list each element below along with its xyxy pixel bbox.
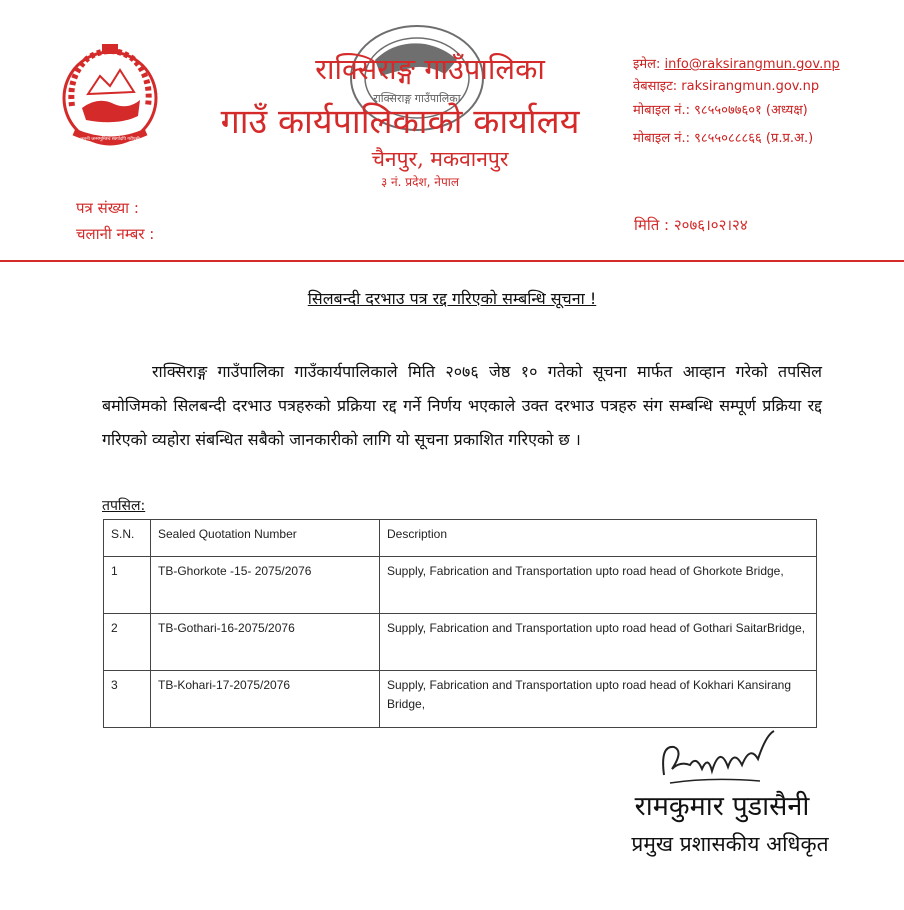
mobile1-number: ९८५५०७७६०१ <box>694 103 762 118</box>
row-sn: 1 <box>104 557 151 614</box>
email-link[interactable]: info@raksirangmun.gov.np <box>664 57 840 72</box>
table-row <box>104 557 817 614</box>
table-row <box>104 614 817 671</box>
letter-number-label: पत्र संख्या : <box>76 199 139 217</box>
website-link[interactable]: raksirangmun.gov.np <box>681 79 820 94</box>
row-sn: 3 <box>104 671 151 728</box>
mobile1-label: मोबाइल नं.: <box>633 103 690 118</box>
letterhead-divider <box>0 260 904 262</box>
row-description: Supply, Fabrication and Transportation upto road head of Kokhari Kansirang Bridge, <box>380 671 817 728</box>
table-row <box>104 671 817 728</box>
office-province: ३ नं. प्रदेश, नेपाल <box>380 175 460 189</box>
row-description: Supply, Fabrication and Transportation upto road head of Ghorkote Bridge, <box>380 557 817 614</box>
nepal-emblem-icon <box>58 36 162 154</box>
mobile2-label: मोबाइल नं.: <box>633 131 690 146</box>
mobile2-number: ९८५५०८८८६६ <box>694 131 762 146</box>
header-quotation-number: Sealed Quotation Number <box>151 520 380 557</box>
header-description: Description <box>380 520 817 557</box>
table-header-row <box>104 520 817 557</box>
quotation-table <box>103 519 817 728</box>
row-sn: 2 <box>104 614 151 671</box>
notice-subject-text: सिलबन्दी दरभाउ पत्र रद्द गरिएको सम्बन्धि सूचना ! <box>307 289 597 308</box>
contact-email <box>633 57 840 73</box>
mobile1-role: (अध्यक्ष) <box>765 103 808 118</box>
contact-website <box>633 79 819 95</box>
stamp-text: राक्सिराङ्ग गाउँपालिका <box>373 92 461 105</box>
contact-mobile-1 <box>633 103 808 119</box>
signatory-title: प्रमुख प्रशासकीय अधिकृत <box>631 832 829 856</box>
mobile2-role: (प्र.प्र.अ.) <box>765 131 814 146</box>
row-quotation-number: TB-Gothari-16-2075/2076 <box>151 614 380 671</box>
dispatch-number-label: चलानी नम्बर : <box>76 225 155 243</box>
website-label: वेबसाइट: <box>633 79 678 94</box>
row-quotation-number: TB-Ghorkote -15- 2075/2076 <box>151 557 380 614</box>
schedule-label: तपसिल: <box>102 498 146 514</box>
notice-subject <box>0 288 904 310</box>
office-address: चैनपुर, मकवानपुर <box>371 147 509 171</box>
row-description: Supply, Fabrication and Transportation upto road head of Gothari SaitarBridge, <box>380 614 817 671</box>
signature-icon <box>650 725 780 795</box>
contact-mobile-2 <box>633 131 813 147</box>
office-name: गाउँ कार्यपालिकाको कार्यालय <box>220 102 580 142</box>
org-name: राक्सिराङ्ग गाउँपालिका <box>315 52 545 86</box>
letter-date: मिति : २०७६।०२।२४ <box>634 216 748 234</box>
row-quotation-number: TB-Kohari-17-2075/2076 <box>151 671 380 728</box>
emblem-motto: जननी जन्मभूमिश्च स्वर्गादपि गरीयसी <box>80 137 140 142</box>
notice-body: राक्सिराङ्ग गाउँपालिका गाउँकार्यपालिकाले मिति २०७६ जेष्ठ १० गतेको सूचना मार्फत आव्हान गरेको तपसिल बमोजिमको सिलबन्दी दरभाउ पत्रहरुको प्रक्रिया रद्द गर्ने निर्णय भएकाले उक्त दरभाउ पत्रहरु संग सम्बन्धि सम्पूर्ण प्रक्रिया रद्द गरिएको व्यहोरा संबन्धित सबैको जानकारीको लागि यो सूचना प्रकाशित गरिएको छ । <box>102 362 822 449</box>
header-sn: S.N. <box>104 520 151 557</box>
email-label: इमेल: <box>633 57 661 72</box>
signatory-name: रामकुमार पुडासैनी <box>634 791 810 822</box>
